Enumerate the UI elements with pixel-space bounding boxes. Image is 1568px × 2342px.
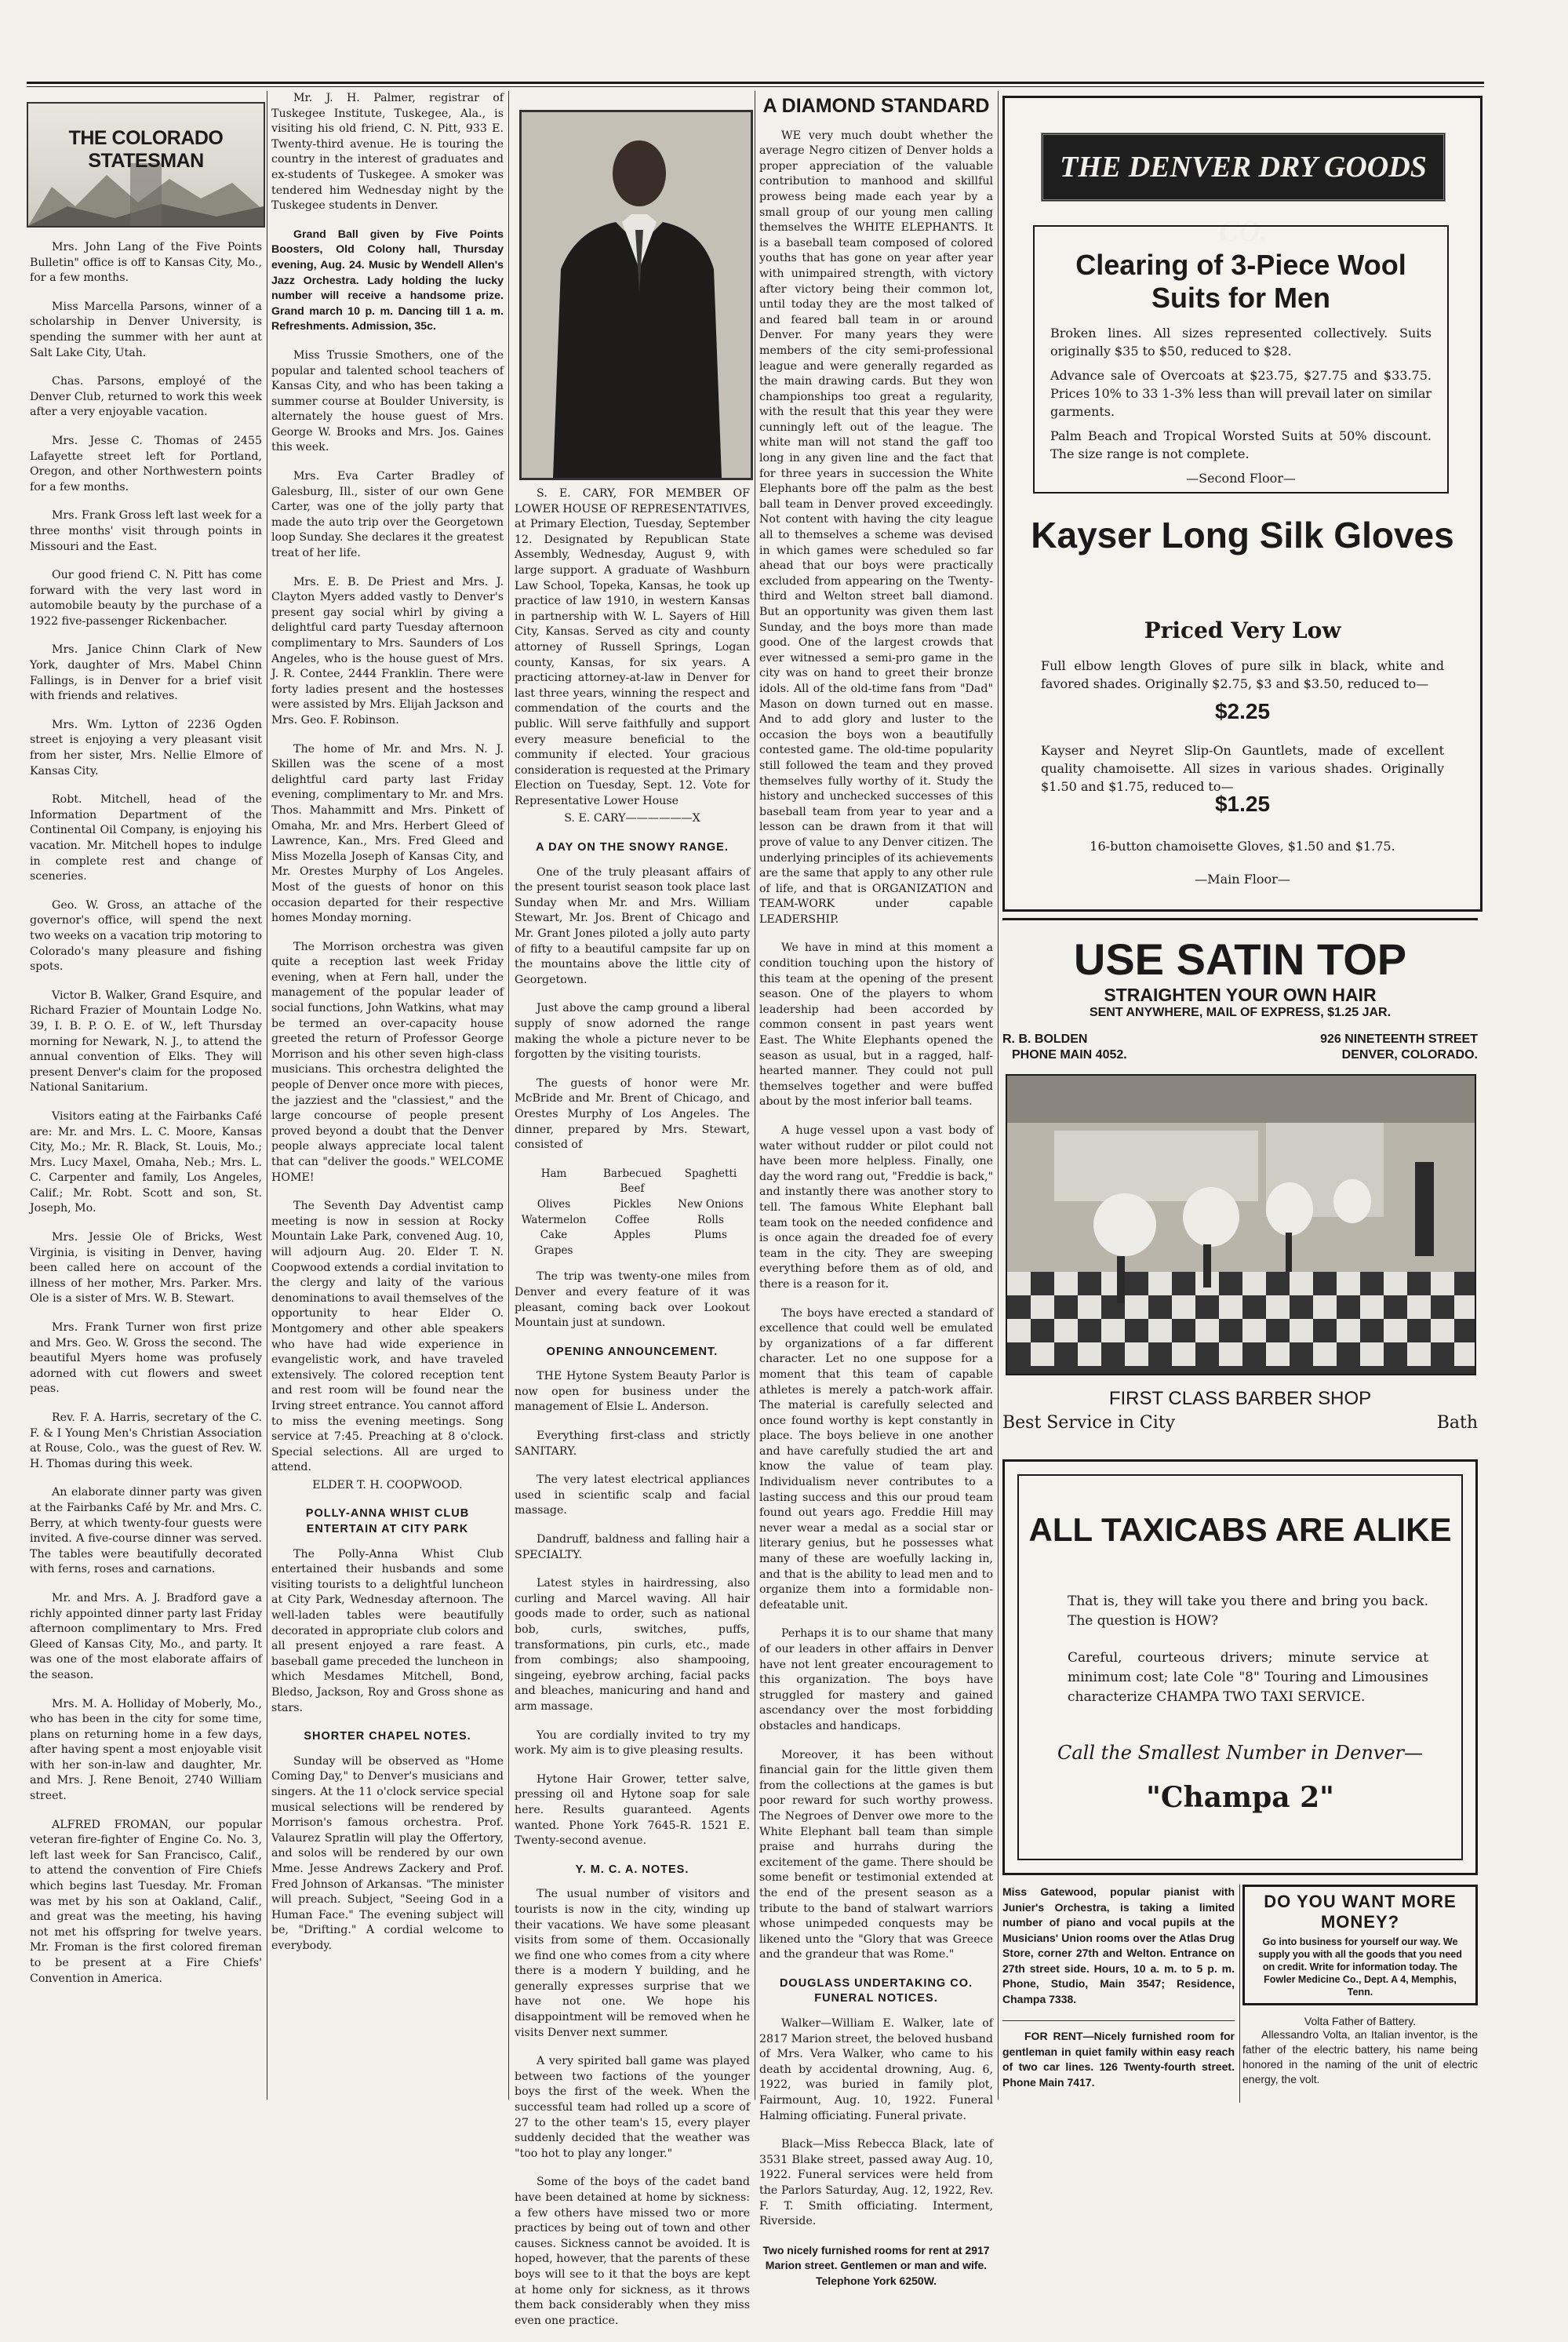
paragraph: Dandruff, baldness and falling hair a SPECIALTY. <box>515 1533 750 1561</box>
barber-shop-photo <box>1006 1074 1476 1375</box>
top-rule <box>27 82 1484 84</box>
heading-snowy-range: A DAY ON THE SNOWY RANGE. <box>536 841 729 854</box>
taxi-headline: ALL TAXICABS ARE ALIKE <box>1028 1511 1452 1548</box>
paragraph: The boys have erected a standard of excellence that could well be emulated by organizations of a far different character. Let no one suppose for a moment that this team of capable athletes is merely a patch-work affair. The material is carefully selected and once found worthy is kept constantly in place. The boys believe in one another and have carefully studied the art and know the value of team play. Individualism never contributes to a lasting success and this our proud team found out years ago. Freddie Hill may never wear a medal as a social star or literary genius, but he possesses what many of these are woefully lacking in, and that is the ability to lead men and to organize them into a formidable non-defeatable unit. <box>759 1306 993 1612</box>
paragraph: The very latest electrical appliances used in scientific scalp and facial massage. <box>515 1473 750 1517</box>
paragraph: One of the truly pleasant affairs of the present tourist season took place last Sunday when Mr. and Mrs. William Stewart, Mr. Jos. Brent of Chicago and Mr. Grant Jones piloted a jolly auto party of fifty to a beautiful campsite far up on the mountains above the little city of Georgetown. <box>515 865 750 986</box>
paragraph: Moreover, it has been without financial gain for the little given them from the collections at the games is but poor reward for such worthy prowess. The Negroes of Denver owe more to the White Elephant ball team than simple praise and hurrahs during the excitement of the game. There should be some benefit or testimonial extended at the end of the present season as a tribute to the band of stalwart warriors whose unimpeded conquests may be likened unto the "Glory that was Greece and the grandeur that was Rome." <box>759 1748 993 1961</box>
paragraph: A very spirited ball game was played between two factions of the younger boys the first of the week. When the successful team had rolled up a score of 27 to the other team's 15, every player suddenly decided that the weather was "too hot to play any longer." <box>515 2055 750 2160</box>
paragraph: The Morrison orchestra was given quite a reception last week Friday evening, when at Fern hall, under the management of the popular leader of social functions, John Watkins, what may be termed an over-capacity house greeted the return of Professor George Morrison and his other seven high-class musicians. This orchestra delighted the people of Denver once more with pieces, the jazziest and the "classiest," and the large concourse of people present proved beyond a doubt that the Denver people always appreciate local talent that can "deliver the goods." WELCOME HOME! <box>271 940 504 1184</box>
column-rule <box>508 91 509 2100</box>
rooms-for-rent: Two nicely furnished rooms for rent at 2917 Marion street. Gentlemen or man and wife. Telephone York 6250W. <box>762 2243 990 2287</box>
menu-item: Grapes <box>534 1244 573 1257</box>
paragraph: The trip was twenty-one miles from Denver and every feature of it was pleasant, coming back over Lookout Mountain just at sundown. <box>515 1270 750 1330</box>
menu-item: Apples <box>613 1229 651 1242</box>
heading-diamond-standard: A DIAMOND STANDARD <box>762 95 990 117</box>
paragraph: WE very much doubt whether the average Negro citizen of Denver holds a proper appreciation of the valuable contribution to manhood and skillful prowess being made each year by a small group of our young men calling themselves the WHITE ELEPHANTS. It is a baseball team composed of colored youths that has gone on year after year with unimpaired strength, with victory after victory being their common lot, until today they are the most talked of and feared ball team in or around Denver. For many years they were members of the city semi-professional league and were generally regarded as the main drawing cards. But they won championships too great a regularity, with the result that this year they were cunningly left out of the league. The white man will not stand the gaff too long in any given line and the fact that for three years in succession the White Elephants bore off the palm as the best ball team in Denver proved exceedingly. Not content with having the city league all to themselves a scheme was devised in which games were scheduled so far ahead that our boys were practically excluded from appearing on the Twenty-third and Welton street ball diamond. But an opportunity was given them last Sunday, and the boys more than made good. One of the largest crowds that ever witnessed a semi-pro game in the city was on hand to greet their bronze idols. All of the old-time fans from "Dad" Mason on down turned out en masse. And to add glory and luster to the occasion the boys won a beautifully contested game. The old-time popularity still followed the team and they proved themselves fully worthy of it. Study the history and unchecked successes of this baseball team from year to year and a lesson can be drawn from it that will prove of value to any Denver citizen. The underlying principles of its achievements are the same that apply to any other rule of life, and that is ORGANIZATION and TEAM-WORK under capable LEADERSHIP. <box>759 129 993 926</box>
gloves-subhead: Priced Very Low <box>1144 617 1341 643</box>
taxi-call: Call the Smallest Number in Denver— <box>1057 1742 1424 1764</box>
column-rule <box>1239 1885 1240 2103</box>
volta-heading: Volta Father of Battery. <box>1304 2015 1417 2027</box>
menu-item: Watermelon <box>521 1213 587 1226</box>
ballot-line: S. E. CARY——————X <box>564 812 700 825</box>
society-note: Mrs. Wm. Lytton of 2236 Ogden street is enjoying a very pleasant visit from her sister, Mrs. Nellie Elmore of Kansas City. <box>30 718 262 778</box>
column-4 <box>759 91 993 2303</box>
paragraph: Hytone Hair Grower, tetter salve, pressing oil and Hytone soap for sale here. Results guaranteed. Agents wanted. Phone York 7645-R. 1521 E. Twenty-second avenue. <box>515 1772 750 1848</box>
gatewood-notice: Miss Gatewood, popular pianist with Junier's Orchestra, is taking a limited number of piano and vocal pupils at the Musicians' Union rooms over the Atlas Drug Store, corner 27th and Welton. Entrance on 27th street side. Hours, 10 a. m. to 5 p. m. Phone, Studio, Main 3547; Residence, Champa 7338. <box>1002 1885 1235 2005</box>
signoff: ELDER T. H. COOPWOOD. <box>312 1478 463 1492</box>
column-society-notes <box>30 240 262 2000</box>
chamoisette-text: 16-button chamoisette Gloves, $1.50 and $1.75. <box>1090 839 1395 854</box>
heading-ymca-notes: Y. M. C. A. NOTES. <box>575 1863 689 1876</box>
paragraph: Mrs. E. B. De Priest and Mrs. J. Clayton Myers added vastly to Denver's present gay social whirl by giving a delightful card party Tuesday afternoon complimentary to Mrs. Saunders of Los Angeles, who is the house guest of Mrs. J. R. Contee, 2444 Franklin. There were forty ladies present and the hostesses were assisted by Mrs. Elijah Jackson and Mrs. Geo. F. Robinson. <box>271 575 504 727</box>
satin-city: DENVER, COLORADO. <box>1341 1048 1478 1062</box>
top-rule-thin <box>27 86 1484 87</box>
suits-headline: Clearing of 3-Piece Wool Suits for Men <box>1075 249 1406 314</box>
column-rule <box>998 91 999 2100</box>
paragraph: The Polly-Anna Whist Club entertained their husbands and some visiting tourists to a delightful luncheon at City Park, Wednesday afternoon. The well-laden tables were beautifully decorated in appropriate club colors and all present enjoyed a rare feast. A baseball game preceded the luncheon in which Mesdames Mitchell, Bond, Bledso, Jackson, Roy and Gross shone as stars. <box>271 1547 504 1714</box>
paragraph: Everything first-class and strictly SANITARY. <box>515 1430 750 1458</box>
society-note: Mr. and Mrs. A. J. Bradford gave a richly appointed dinner party last Friday afternoon complimentary to Mrs. Fred Gleed of Kansas City, Mo., and party. It was one of the most elaborate affairs of the season. <box>30 1591 262 1681</box>
satin-left <box>1002 1032 1127 1063</box>
society-note: Mrs. Frank Gross left last week for a three months' visit through points in Missouri and the East. <box>30 509 262 553</box>
mountain-scene-icon <box>28 163 264 226</box>
paragraph: Mrs. Eva Carter Bradley of Galesburg, Ill., sister of our own Gene Carter, was one of the jolly party that made the auto trip over the Georgetown loop Sunday. She declares it the greatest treat of her life. <box>271 470 504 560</box>
ad-taxicabs <box>1002 1459 1478 1875</box>
masthead-title: THE COLORADO STATESMAN <box>68 127 224 172</box>
dinner-menu <box>515 1167 750 1259</box>
menu-item: Spaghetti <box>684 1167 737 1180</box>
floor-label: —Second Floor— <box>1186 471 1296 486</box>
paragraph: Mr. J. H. Palmer, registrar of Tuskegee Institute, Tuskegee, Ala., is visiting his old friend, C. N. Pitt, 933 E. Twenty-third avenue. He is touring the country in the interest of graduates and ex-students of Tuskegee. A smoker was tendered him Wednesday night by the Tuskegee students in Denver. <box>271 92 504 213</box>
heading-opening-announcement: OPENING ANNOUNCEMENT. <box>546 1345 719 1358</box>
society-note: Chas. Parsons, employé of the Denver Club, returned to work this week after a very enjoyable vacation. <box>30 375 262 419</box>
society-note: Geo. W. Gross, an attache of the governor's office, will spend the next two weeks on a vacation trip motoring to Colorado's many pleasure and fishing spots. <box>30 898 262 974</box>
heading-chapel-notes: SHORTER CHAPEL NOTES. <box>304 1730 471 1743</box>
paragraph: We have in mind at this moment a condition touching upon the history of this team at the opening of the present season. One of the players to whom leadership had been accorded by common consent in past years went East. The White Elephants opened the season as usual, but in a ragged, half-hearted manner. They could not pull themselves together and were buffed about by the most inferior ball teams. <box>759 942 993 1109</box>
menu-item: Coffee <box>614 1213 650 1226</box>
portrait-man-icon <box>522 112 751 478</box>
taxi-text-1: That is, they will take you there and bring you back. The question is HOW? <box>1068 1594 1428 1629</box>
satin-headline: USE SATIN TOP <box>1073 934 1407 984</box>
column-3 <box>515 486 750 2342</box>
menu-item: Olives <box>537 1197 571 1211</box>
gauntlets-text: Kayser and Neyret Slip-On Gauntlets, made of excellent quality chamoisette. All sizes in various shades. Originally $1.50 and $1.75, reduced to— <box>1041 743 1444 794</box>
barber-bath: Bath <box>1436 1413 1478 1433</box>
paragraph: The guests of honor were Mr. McBride and Mr. Brent of Chicago, and Orestes Murphy of Los Angeles. The dinner, prepared by Mrs. Stewart, consisted of <box>515 1076 750 1152</box>
satin-phone: PHONE MAIN 4052. <box>1012 1048 1127 1062</box>
gloves-price: $2.25 <box>1214 699 1271 723</box>
menu-item: Ham <box>540 1167 567 1180</box>
paragraph: Sunday will be observed as "Home Coming Day," to Denver's musicians and singers. At the 11 o'clock service special musical selections will be rendered by Morrison's famous orchestra. Prof. Valaurez Spratlin will play the Offertory, and solos will be rendered by our own Mme. Jesse Andrews Zackery and Prof. Fred Johnson of Arkansas. "The minister will preach. Subject, "Seeing God in a Human Face." The evening subject will be, "Drifting." A cordial welcome to everybody. <box>271 1754 504 1952</box>
volta-text: Allessandro Volta, an Italian inventor, is the father of the electric battery, his name being honored in the naming of the unit of electric energy, the volt. <box>1242 2028 1478 2085</box>
society-note: Robt. Mitchell, head of the Information Department of the Continental Oil Company, is enjoying his vacation. Mr. Mitchell hopes to indulge in complete rest and change of sceneries. <box>30 793 262 883</box>
gloves-text: Full elbow length Gloves of pure silk in black, white and favored shades. Originally $2.75, $3 and $3.50, reduced to— <box>1041 658 1444 691</box>
bottom-right-notices <box>1242 1885 1478 2087</box>
society-note: Mrs. Jessie Ole of Bricks, West Virginia, is visiting in Denver, having been called here on account of the illness of her mother, Mrs. Parker. Mrs. Ole is a sister of Mrs. W. B. Stewart. <box>30 1231 262 1306</box>
paragraph: You are cordially invited to try my work. My aim is to give pleasing results. <box>515 1728 750 1757</box>
heading-funeral-notices: DOUGLASS UNDERTAKING CO. FUNERAL NOTICES. <box>779 1976 973 2005</box>
society-note: Mrs. Jesse C. Thomas of 2455 Lafayette street left for Portland, Oregon, and other Northwestern points for a few months. <box>30 434 262 494</box>
society-note: Visitors eating at the Fairbanks Café are: Mr. and Mrs. L. C. Moore, Kansas City, Mo.; Mr. R. Black, St. Louis, Mo.; Mrs. Lucy Maxel, Omaha, Neb.; Mrs. L. C. Carpenter and family, Los Angeles, Calif.; Mr. Robt. Scott and son, St. Joseph, Mo. <box>30 1109 262 1215</box>
barber-service: Best Service in City <box>1002 1413 1176 1433</box>
society-note: Our good friend C. N. Pitt has come forward with the very last word in automobile beauty by the purchase of a 1922 five-passenger Rickenbacher. <box>30 569 262 628</box>
masthead <box>27 102 265 228</box>
gloves-headline: Kayser Long Silk Gloves <box>1031 515 1454 555</box>
paragraph: The home of Mr. and Mrs. N. J. Skillen was the scene of a most delightful card party last Friday evening, complimentary to Mr. and Mrs. Thos. Mahammitt and Mrs. Pinkett of Omaha, Mr. and Mrs. Herbert Gleed of Lawrence, Kan., Mrs. Fred Gleed and Miss Mozella Joseph of Kansas City, and Mr. Orestes Murphy of Los Angeles. Most of the guests of honor on this occasion departed for their respective homes Monday morning. <box>271 742 504 925</box>
menu-item: Pickles <box>613 1197 652 1211</box>
society-note: Miss Marcella Parsons, winner of a scholarship in Denver University, is spending the summer with her aunt at Salt Lake City, Utah. <box>30 300 262 359</box>
store-logo <box>1041 133 1446 248</box>
paragraph: Just above the camp ground a liberal supply of snow adorned the range making the whole a picture never to be forgotten by the visiting tourists. <box>515 1002 750 1062</box>
palm-beach-text: Palm Beach and Tropical Worsted Suits at 50% discount. The size range is not complete. <box>1050 428 1432 461</box>
paragraph: Walker—William E. Walker, late of 2817 Marion street, the beloved husband of Mrs. Vera Walker, who came to his death by accidental drowning, Aug. 6, 1922, was buried in family plot, Fairmount, Aug. 10, 1922. Funeral Halming officiating. Funeral private. <box>759 2017 994 2122</box>
society-note: Rev. F. A. Harris, secretary of the C. F. & I Young Men's Christian Association at Rouse, Colo., was the guest of Rev. W. H. Thomas during this week. <box>30 1411 262 1470</box>
money-headline: DO YOU WANT MORE MONEY? <box>1264 1892 1457 1932</box>
taxi-text-2: Careful, courteous drivers; minute service at minimum cost; late Cole "8" Touring and Limousines characterize CHAMPA TWO TAXI SERVICE. <box>1068 1650 1428 1705</box>
menu-item: Rolls <box>697 1213 724 1226</box>
store-logo-text: THE DENVER DRY GOODS CO. <box>1060 151 1427 248</box>
barber-headline: FIRST CLASS BARBER SHOP <box>1108 1388 1372 1409</box>
for-rent-notice: FOR RENT—Nicely furnished room for gentleman in quiet family within easy reach of two car lines. 126 Twenty-fourth street. Phone Main 7417. <box>1002 2020 1235 2090</box>
gauntlets-price: $1.25 <box>1214 792 1271 816</box>
paragraph: Some of the boys of the cadet band have been detained at home by sickness: a few others have missed two or more practices by being out of town and other causes. Sickness cannot be avoided. It is hoped, however, that the parents of these boys will see to it that the boys are kept at home only for sickness, as it throws them back considerably when they miss even one practice. <box>515 2176 750 2327</box>
paragraph: A huge vessel upon a vast body of water without rudder or pilot could not have been more helpless. Finally, one day the word rang out, "Freddie is back," and instantly there was another story to tell. The famous White Elephant ball team took on the needed confidence and is once again the dreaded foe of every team in the city. They are sweeping everything before them as of old, and there is a reason for it. <box>759 1124 993 1291</box>
barber-shop-icon <box>1007 1076 1475 1374</box>
portrait-photo <box>519 110 753 480</box>
society-note: ALFRED FROMAN, our popular veteran fire-fighter of Engine Co. No. 3, left last week for San Francisco, Calif., to attend the convention of Fire Chiefs which begins last Tuesday. Mr. Froman was met by his son at Oakland, Calif., and great was the meeting, his having not met his offspring for twelve years. Mr. Froman is the first colored fireman to be present at a Fire Chiefs' Convention in America. <box>30 1818 262 1985</box>
menu-item: New Onions <box>678 1197 744 1211</box>
taxi-number: "Champa 2" <box>1146 1781 1334 1814</box>
bottom-left-notices <box>1002 1885 1235 2103</box>
menu-item: Barbecued Beef <box>603 1167 661 1196</box>
suits-box <box>1033 225 1449 494</box>
suits-text: Broken lines. All sizes represented collectively. Suits originally $35 to $50, reduced to $28. <box>1050 326 1432 359</box>
society-note: An elaborate dinner party was given at the Fairbanks Café by Mr. and Mrs. C. Berry, at which twenty-four guests were invited. A five-course dinner was served. The tables were beautifully decorated with ferns, roses and carnations. <box>30 1486 262 1576</box>
society-note: Victor B. Walker, Grand Esquire, and Richard Frazier of Mountain Lodge No. 39, I. B. P. O. E. of W., left Thursday morning for Newark, N. J., to attend the annual convention of Elks. They will present Denver's claim for the proposed National Sanitarium. <box>30 989 262 1095</box>
ad-denver-dry-goods <box>1002 96 1483 912</box>
society-note: Mrs. John Lang of the Five Points Bulletin" office is off to Kansas City, Mo., for a few months. <box>30 241 262 285</box>
paragraph: THE Hytone System Beauty Parlor is now open for business under the management of Elsie L. Anderson. <box>515 1370 750 1414</box>
paragraph: Black—Miss Rebecca Black, late of 3531 Blake street, passed away Aug. 10, 1922. Funeral services were held from the Parlors Saturday, Aug. 12, 1922, Rev. F. T. Smith officiating. Interment, Riverside. <box>759 2138 993 2228</box>
money-text: Go into business for yourself our way. We supply you with all the goods that you need on credit. Write for information today. The Fowler Medicine Co., Dept. A 4, Memphis, Tenn. <box>1258 1936 1462 1998</box>
money-ad <box>1242 1885 1478 2005</box>
satin-right <box>1320 1032 1478 1063</box>
paragraph: The Seventh Day Adventist camp meeting is now in session at Rocky Mountain Lake Park, convened Aug. 10, will adjourn Aug. 20. Elder T. N. Coopwood extends a cordial invitation to the clergy and laity of the various denominations to avail themselves of the opportunity to hear Elder O. Montgomery and other able speakers who have had wide experience in evangelistic work, and have traveled extensively. The colored reception tent and rest room will be found near the Irving street entrance. You cannot afford to miss the evening meetings. Song service at 7:45. Preaching at 8 o'clock. Special selections. All are urged to attend. <box>271 1200 504 1474</box>
heading-whist-club: POLLY-ANNA WHIST CLUB ENTERTAIN AT CITY PARK <box>305 1507 470 1536</box>
menu-item: Cake <box>540 1229 568 1242</box>
society-note: Mrs. M. A. Holliday of Moberly, Mo., who has been in the city for some time, plans on returning home in a few days, after having spent a most enjoyable visit with her son-in-law and daughter, Mr. and Mrs. J. Rene Benoit, 2740 William street. <box>30 1697 262 1803</box>
photo-caption: S. E. CARY, FOR MEMBER OF LOWER HOUSE OF REPRESENTATIVES, at Primary Election, Tuesday, September 12. Designated by Republican State Assembly, Wednesday, August 9, with large support. A graduate of Washburn Law School, Topeka, Kansas, he took up practice of law 1910, in western Kansas in partnership with W. L. Sayers of Hill City, Kansas. Served as city and county attorney of Russell Springs, Logan county, Kansas, for six years. A practicing attorney-at-law in Denver for last three years, winning the respect and commendation of the courts and the public. Will serve faithfully and support every measure beneficial to the community if elected. Your gracious consideration is requested at the Primary Election on Tuesday, Sept. 12. Vote for Representative Lower House <box>515 487 750 807</box>
paragraph: Perhaps it is to our shame that many of our leaders in other affairs in Denver have not lent greater encouragement to this organization. The boys have struggled for mastery and gained ascendancy over the most forbidding obstacles and handicaps. <box>759 1627 993 1732</box>
paragraph: The usual number of visitors and tourists is now in the city, winding up their vacations. We have some pleasant visits from some of them. Occasionally we find one who comes from a city where there is a modern Y building, and he generally expresses surprise that we have not one. We hope his disappointment will be removed when he visits Denver next summer. <box>515 1888 750 2039</box>
taxi-inner-border <box>1017 1474 1463 1860</box>
satin-address: 926 NINETEENTH STREET <box>1320 1033 1478 1046</box>
column-2 <box>271 91 504 1968</box>
menu-item: Plums <box>694 1229 727 1242</box>
ad-satin-top <box>1002 918 1478 1449</box>
satin-name: R. B. BOLDEN <box>1002 1033 1088 1046</box>
overcoats-text: Advance sale of Overcoats at $23.75, $27.75 and $33.75. Prices 10% to 33 1-3% less than will prevail later on similar garments. <box>1050 368 1432 419</box>
paragraph: Miss Trussie Smothers, one of the popular and talented school teachers of Kansas City, and who has been taking a summer course at Boulder University, is alternately the house guest of Mrs. George W. Brooks and Mrs. Jos. Gaines this week. <box>271 348 504 454</box>
floor-label: —Main Floor— <box>1195 872 1290 887</box>
satin-subhead: STRAIGHTEN YOUR OWN HAIR <box>1104 985 1377 1005</box>
satin-mail: SENT ANYWHERE, MAIL OF EXPRESS, $1.25 JAR. <box>1089 1006 1392 1019</box>
society-note: Mrs. Frank Turner won first prize and Mrs. Geo. W. Gross the second. The beautiful Myers home was profusely adorned with cut flowers and sweet peas. <box>30 1321 262 1396</box>
grand-ball-notice: Grand Ball given by Five Points Boosters, Old Colony hall, Thursday evening, Aug. 24. Music by Wendell Allen's Jazz Orchestra. Lady holding the lucky number will receive a handsome prize. Grand march 10 p. m. Dancing till 1 a. m. Refreshments. Admission, 35c. <box>271 228 504 333</box>
paragraph: Latest styles in hairdressing, also curling and Marcel waving. All hair goods made to order, such as national bob, curls, switches, puffs, transformations, pin curls, etc., made from combings; also shampooing, singeing, eyebrow arching, facial packs and bleaches, manicuring and hand and arm massage. <box>515 1577 750 1713</box>
society-note: Mrs. Janice Chinn Clark of New York, daughter of Mrs. Mabel Chinn Fallings, is in Denver for a brief visit with friends and relatives. <box>30 643 262 703</box>
